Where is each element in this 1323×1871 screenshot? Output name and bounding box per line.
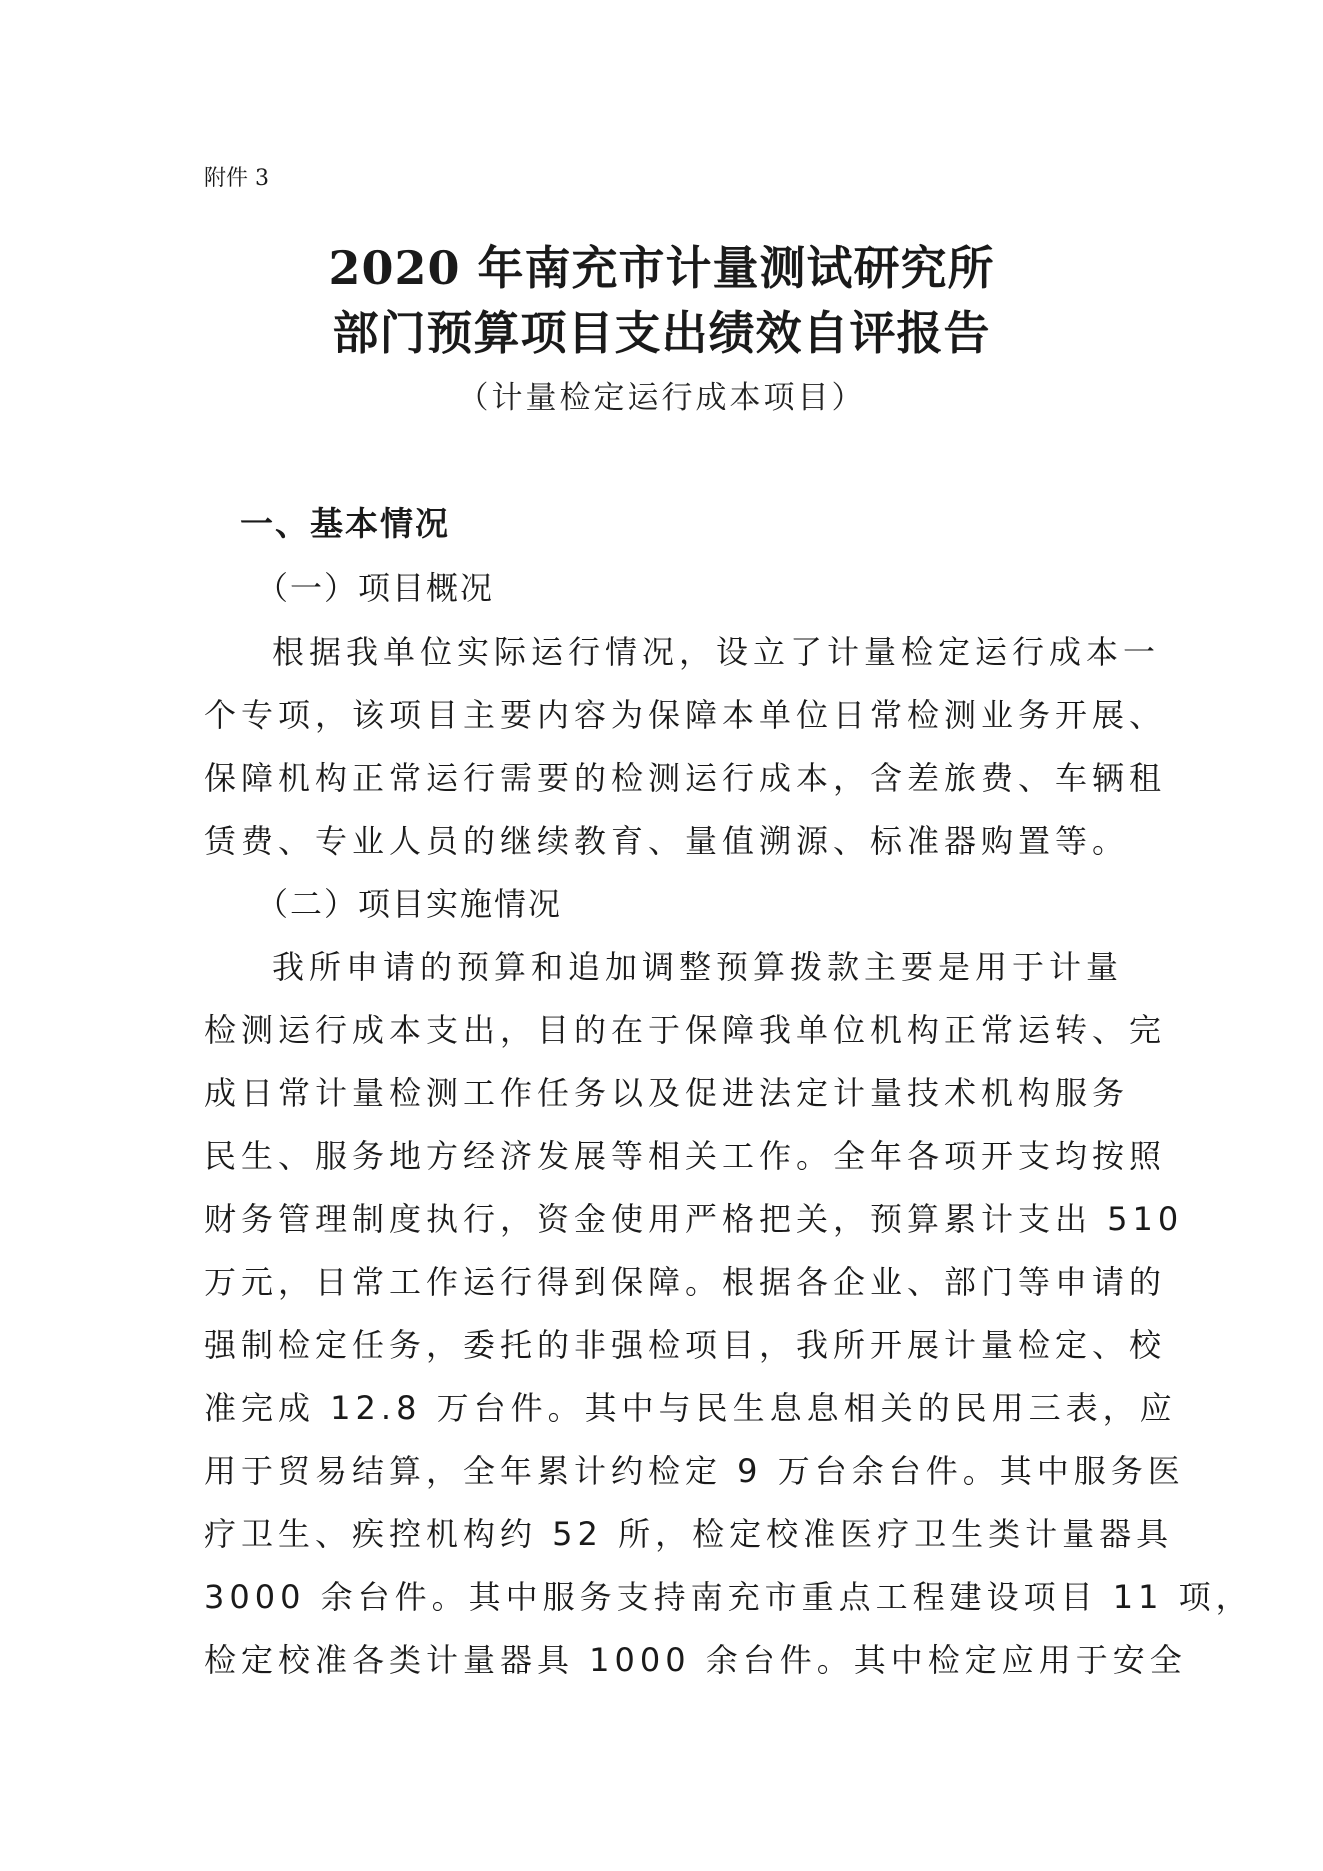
attachment-label: 附件 3 <box>204 166 269 191</box>
paragraph-line: 民生、服务地方经济发展等相关工作。全年各项开支均按照 <box>204 1137 1167 1175</box>
report-title-line-2: 部门预算项目支出绩效自评报告 <box>332 306 991 360</box>
paragraph-line: 强制检定任务，委托的非强检项目，我所开展计量检定、校 <box>204 1326 1167 1364</box>
paragraph-line: 成日常计量检测工作任务以及促进法定计量技术机构服务 <box>204 1074 1130 1112</box>
paragraph-line: 准完成 12.8 万台件。其中与民生息息相关的民用三表，应 <box>204 1389 1177 1427</box>
paragraph-line: 3000 余台件。其中服务支持南充市重点工程建设项目 11 项， <box>204 1578 1253 1616</box>
report-title-line-1: 2020 年南充市计量测试研究所 <box>328 241 995 295</box>
paragraph-line: 我所申请的预算和追加调整预算拨款主要是用于计量 <box>272 948 1124 986</box>
report-subtitle: （计量检定运行成本项目） <box>457 380 866 416</box>
paragraph-line: 检定校准各类计量器具 1000 余台件。其中检定应用于安全 <box>204 1641 1187 1679</box>
paragraph-line: 疗卫生、疾控机构约 52 所，检定校准医疗卫生类计量器具 <box>204 1515 1174 1553</box>
paragraph-line: 万元，日常工作运行得到保障。根据各企业、部门等申请的 <box>204 1263 1167 1301</box>
paragraph-line: 检测运行成本支出，目的在于保障我单位机构正常运转、完 <box>204 1011 1167 1049</box>
paragraph-line: 保障机构正常运行需要的检测运行成本，含差旅费、车辆租 <box>204 759 1167 797</box>
section-heading-basic-info: 一、基本情况 <box>240 504 450 543</box>
paragraph-line: 财务管理制度执行，资金使用严格把关，预算累计支出 510 <box>204 1200 1184 1238</box>
paragraph-line: 用于贸易结算，全年累计约检定 9 万台余台件。其中服务医 <box>204 1452 1185 1490</box>
paragraph-line: 个专项，该项目主要内容为保障本单位日常检测业务开展、 <box>204 696 1167 734</box>
paragraph-line: 赁费、专业人员的继续教育、量值溯源、标准器购置等。 <box>204 822 1130 860</box>
subsection-heading-overview: （一）项目概况 <box>256 569 495 607</box>
paragraph-line: 根据我单位实际运行情况，设立了计量检定运行成本一 <box>272 633 1161 671</box>
subsection-heading-implementation: （二）项目实施情况 <box>256 885 563 923</box>
